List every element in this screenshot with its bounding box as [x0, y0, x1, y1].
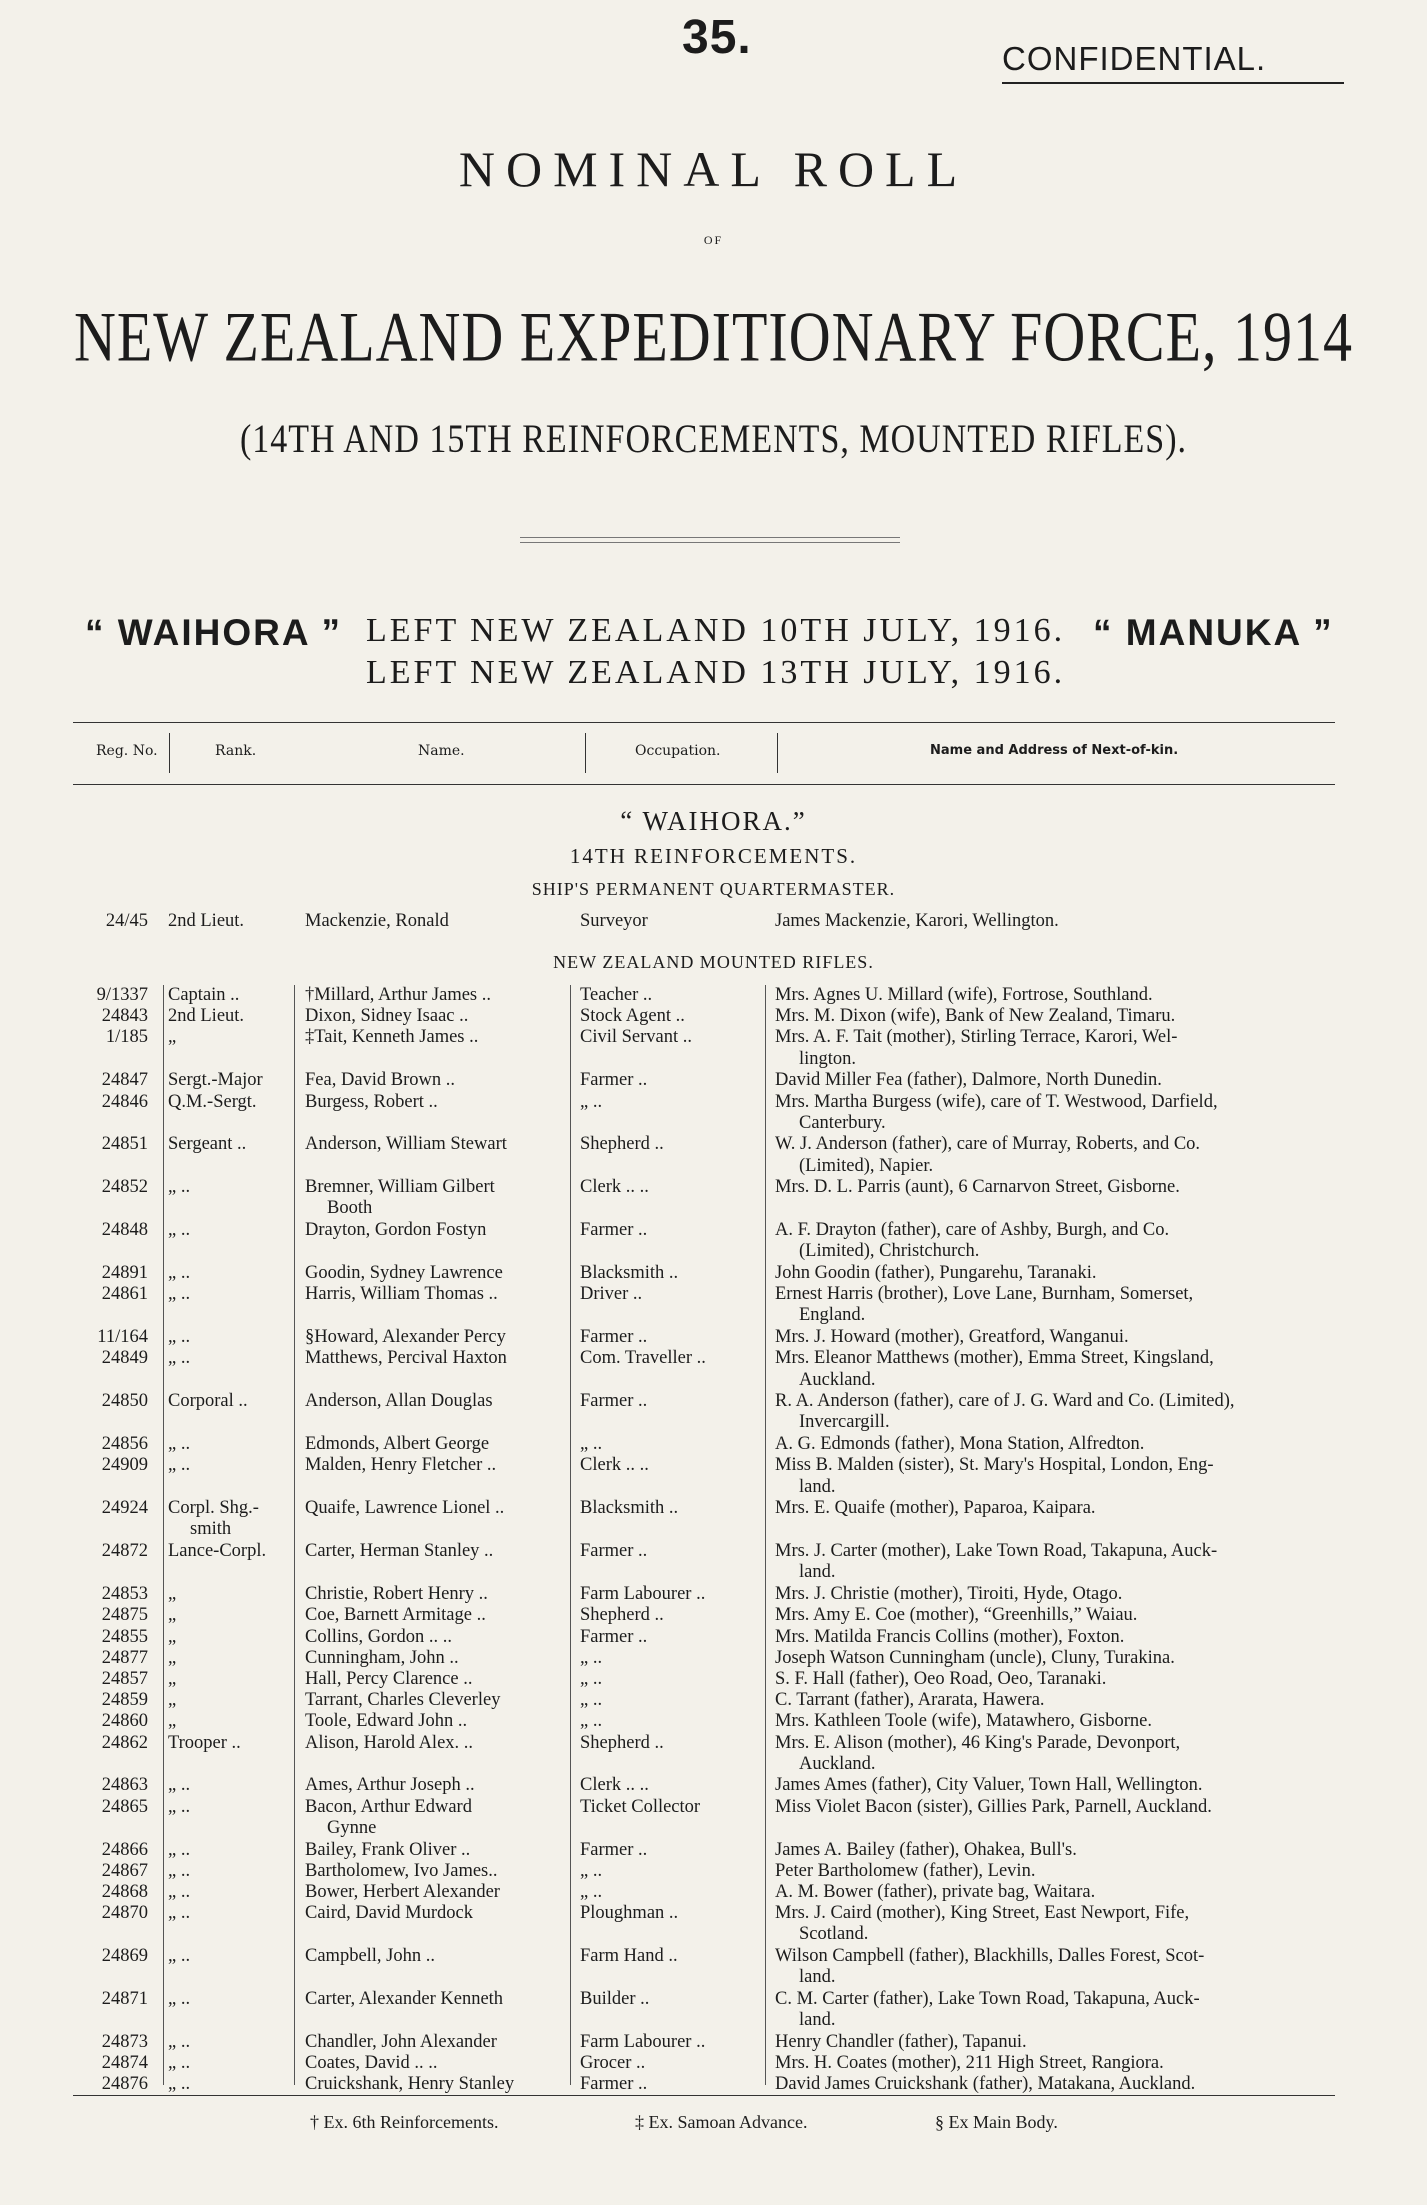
rank: „ ..	[168, 1796, 191, 1817]
next-of-kin: Mrs. H. Coates (mother), 211 High Street, Rangiora.	[775, 2053, 1164, 2073]
occupation: Farmer ..	[580, 1541, 648, 1562]
page-title: NOMINAL ROLL	[458, 141, 969, 197]
reg-no: 24847	[101, 1070, 148, 1091]
rank: Sergt.-Major	[168, 1070, 263, 1091]
occupation: Farmer ..	[580, 1626, 648, 1647]
table-row	[0, 1091, 1427, 1133]
next-of-kin-continuation: land.	[799, 1967, 836, 1988]
next-of-kin-continuation: Invercargill.	[799, 1412, 890, 1433]
next-of-kin: Peter Bartholomew (father), Levin.	[775, 1860, 1036, 1881]
occupation: „ ..	[580, 1434, 603, 1455]
page-number: 35.	[682, 11, 752, 64]
rank: Captain ..	[168, 985, 240, 1005]
soldier-name: Malden, Henry Fletcher ..	[305, 1455, 497, 1476]
column-header-occupation: Occupation.	[635, 743, 721, 759]
rank: Corporal ..	[168, 1391, 248, 1412]
occupation: „ ..	[580, 1091, 603, 1112]
next-of-kin: Mrs. J. Christie (mother), Tiroiti, Hyde, Otago.	[775, 1584, 1123, 1605]
occupation: Com. Traveller ..	[580, 1348, 706, 1369]
next-of-kin: W. J. Anderson (father), care of Murray, Roberts, and Co.	[775, 1134, 1201, 1155]
confidential-underline	[1002, 82, 1344, 84]
next-of-kin: A. G. Edmonds (father), Mona Station, Alfredton.	[775, 1434, 1145, 1455]
ship2-name: “ MANUKA ”	[1093, 612, 1334, 653]
header-rule-top	[73, 722, 1335, 723]
table-row	[0, 1134, 1427, 1176]
ship1-departure: LEFT NEW ZEALAND 10TH JULY, 1916.	[366, 612, 1066, 649]
reg-no: 11/164	[97, 1327, 148, 1348]
next-of-kin: Henry Chandler (father), Tapanui.	[775, 2031, 1027, 2052]
reg-no: 24865	[101, 1796, 148, 1817]
table-row	[0, 1263, 1427, 1285]
occupation: Shepherd ..	[580, 1134, 664, 1155]
next-of-kin: Mrs. J. Carter (mother), Lake Town Road, Takapuna, Auck-	[775, 1541, 1218, 1562]
occupation: Clerk .. ..	[580, 1775, 649, 1796]
occupation: Shepherd ..	[580, 1605, 664, 1626]
rank: Trooper ..	[168, 1732, 241, 1753]
next-of-kin: Mrs. E. Quaife (mother), Paparoa, Kaipara.	[775, 1498, 1096, 1519]
reg-no: 24876	[101, 2074, 148, 2095]
section-rifles-heading: NEW ZEALAND MOUNTED RIFLES.	[553, 952, 874, 972]
header-rule-bottom	[73, 784, 1335, 785]
soldier-name: Bartholomew, Ivo James..	[305, 1860, 498, 1881]
soldier-name: Campbell, John ..	[305, 1946, 436, 1966]
footnote-section: § Ex Main Body.	[935, 2112, 1058, 2132]
rank-continuation: smith	[190, 1519, 232, 1540]
next-of-kin: David Miller Fea (father), Dalmore, North Dunedin.	[775, 1070, 1162, 1091]
rank: 2nd Lieut.	[168, 911, 245, 931]
table-row	[0, 1732, 1427, 1774]
table-row	[0, 1882, 1427, 1904]
next-of-kin-continuation: Auckland.	[799, 1753, 876, 1774]
table-row	[0, 2032, 1427, 2054]
reg-no: 24846	[101, 1091, 148, 1112]
reg-no: 24857	[101, 1668, 148, 1689]
soldier-name: Quaife, Lawrence Lionel ..	[305, 1498, 505, 1519]
next-of-kin: James A. Bailey (father), Ohakea, Bull's.	[775, 1839, 1077, 1860]
table-row	[0, 1711, 1427, 1733]
table-row	[0, 2074, 1427, 2096]
occupation: „ ..	[580, 1690, 603, 1711]
table-row	[0, 1027, 1427, 1069]
occupation: Builder ..	[580, 1988, 650, 2009]
soldier-name: §Howard, Alexander Percy	[305, 1327, 506, 1348]
next-of-kin: Mrs. Martha Burgess (wife), care of T. Westwood, Darfield,	[775, 1091, 1218, 1112]
table-row	[0, 1840, 1427, 1862]
next-of-kin: Wilson Campbell (father), Blackhills, Dalles Forest, Scot-	[775, 1946, 1205, 1966]
next-of-kin: A. M. Bower (father), private bag, Waitara.	[775, 1881, 1096, 1902]
reg-no: 24850	[101, 1391, 148, 1412]
reg-no: 24869	[101, 1946, 148, 1966]
soldier-name: Carter, Alexander Kenneth	[305, 1988, 504, 2009]
footnote-dagger: † Ex. 6th Reinforcements.	[310, 2112, 499, 2132]
soldier-name-continuation: Booth	[327, 1198, 373, 1219]
title-connector: OF	[703, 233, 724, 247]
soldier-name: Dixon, Sidney Isaac ..	[305, 1006, 469, 1027]
soldier-name: Cunningham, John ..	[305, 1647, 459, 1668]
next-of-kin: R. A. Anderson (father), care of J. G. Ward and Co. (Limited),	[775, 1391, 1235, 1412]
rank: „	[168, 1711, 177, 1732]
column-header-next-of-kin: Name and Address of Next-of-kin.	[930, 743, 1179, 758]
next-of-kin-continuation: Auckland.	[799, 1369, 876, 1390]
reg-no: 24866	[101, 1839, 148, 1860]
occupation: Grocer ..	[580, 2053, 646, 2073]
column-header-reg-no: Reg. No.	[96, 743, 158, 759]
next-of-kin: S. F. Hall (father), Oeo Road, Oeo, Taranaki.	[775, 1668, 1107, 1689]
reg-no: 24873	[101, 2031, 148, 2052]
rank: „ ..	[168, 1946, 191, 1966]
soldier-name-continuation: Gynne	[327, 1817, 377, 1838]
reg-no: 24871	[101, 1988, 148, 2009]
next-of-kin: Mrs. Kathleen Toole (wife), Matawhero, Gisborne.	[775, 1711, 1152, 1732]
soldier-name: Bailey, Frank Oliver ..	[305, 1839, 471, 1860]
reg-no: 24909	[101, 1455, 148, 1476]
next-of-kin: Mrs. A. F. Tait (mother), Stirling Terrace, Karori, Wel-	[775, 1027, 1178, 1048]
rank: „	[168, 1668, 177, 1689]
reg-no: 24872	[101, 1541, 148, 1562]
reg-no: 24853	[101, 1584, 148, 1605]
rank: „	[168, 1027, 177, 1048]
soldier-name: Toole, Edward John ..	[305, 1711, 468, 1732]
rank: „ ..	[168, 2031, 191, 2052]
table-row	[0, 1434, 1427, 1456]
table-row	[0, 1455, 1427, 1497]
rank: „ ..	[168, 1988, 191, 2009]
reg-no: 24/45	[105, 911, 148, 931]
rank: 2nd Lieut.	[168, 1006, 245, 1027]
soldier-name: Carter, Herman Stanley ..	[305, 1541, 494, 1562]
next-of-kin: Mrs. J. Caird (mother), King Street, East Newport, Fife,	[775, 1903, 1190, 1924]
soldier-name: Anderson, Allan Douglas	[305, 1391, 493, 1412]
table-row	[0, 1648, 1427, 1670]
reg-no: 24868	[101, 1881, 148, 1902]
soldier-name: Bacon, Arthur Edward	[305, 1796, 472, 1817]
next-of-kin-continuation: (Limited), Christchurch.	[799, 1241, 980, 1262]
reg-no: 24851	[101, 1134, 148, 1155]
next-of-kin: Mrs. E. Alison (mother), 46 King's Parade, Devonport,	[775, 1732, 1181, 1753]
table-row	[0, 1605, 1427, 1627]
reg-no: 1/185	[105, 1027, 148, 1048]
force-title: NEW ZEALAND EXPEDITIONARY FORCE, 1914	[73, 297, 1354, 377]
footnote-double-dagger: ‡ Ex. Samoan Advance.	[635, 2112, 808, 2132]
table-row	[0, 1327, 1427, 1349]
occupation: Ploughman ..	[580, 1903, 679, 1924]
next-of-kin: James Ames (father), City Valuer, Town Hall, Wellington.	[775, 1775, 1203, 1796]
soldier-name: ‡Tait, Kenneth James ..	[305, 1027, 479, 1048]
next-of-kin: John Goodin (father), Pungarehu, Taranaki.	[775, 1263, 1097, 1284]
rank: „	[168, 1626, 177, 1647]
occupation: Farm Hand ..	[580, 1946, 678, 1966]
column-divider	[777, 733, 778, 773]
column-header-name: Name.	[418, 743, 465, 759]
subtitle: (14TH AND 15TH REINFORCEMENTS, MOUNTED RIFLES).	[239, 418, 1188, 462]
title-divider	[520, 537, 900, 543]
rank: „	[168, 1605, 177, 1626]
section-quartermaster-heading: SHIP'S PERMANENT QUARTERMASTER.	[531, 879, 896, 899]
table-row	[0, 1627, 1427, 1649]
soldier-name: Coe, Barnett Armitage ..	[305, 1605, 486, 1626]
soldier-name: Coates, David .. ..	[305, 2053, 438, 2073]
soldier-name: Matthews, Percival Haxton	[305, 1348, 507, 1369]
next-of-kin: Mrs. Eleanor Matthews (mother), Emma Street, Kingsland,	[775, 1348, 1214, 1369]
reg-no: 24874	[101, 2053, 148, 2073]
next-of-kin-continuation: England.	[799, 1305, 866, 1326]
next-of-kin-continuation: land.	[799, 1476, 836, 1497]
rank: Sergeant ..	[168, 1134, 247, 1155]
occupation: Surveyor	[580, 911, 648, 931]
reg-no: 24849	[101, 1348, 148, 1369]
confidential-label: CONFIDENTIAL.	[1002, 40, 1267, 77]
ship1-name: “ WAIHORA ”	[85, 612, 343, 653]
section-reinforcements-heading: 14TH REINFORCEMENTS.	[569, 844, 858, 868]
occupation: Blacksmith ..	[580, 1498, 679, 1519]
rank: Corpl. Shg.-	[168, 1498, 259, 1519]
reg-no: 24855	[101, 1626, 148, 1647]
next-of-kin: C. M. Carter (father), Lake Town Road, Takapuna, Auck-	[775, 1988, 1200, 2009]
column-divider	[585, 733, 586, 773]
rank: „ ..	[168, 1455, 191, 1476]
occupation: „ ..	[580, 1881, 603, 1902]
table-row	[0, 1391, 1427, 1433]
soldier-name: Burgess, Robert ..	[305, 1091, 438, 1112]
rank: „ ..	[168, 1839, 191, 1860]
occupation: Stock Agent ..	[580, 1006, 685, 1027]
section-ship-heading: “ WAIHORA.”	[620, 806, 807, 836]
reg-no: 24870	[101, 1903, 148, 1924]
footer-rule	[73, 2095, 1335, 2096]
next-of-kin-continuation: land.	[799, 1562, 836, 1583]
occupation: Ticket Collector	[580, 1796, 701, 1817]
next-of-kin: Mrs. Agnes U. Millard (wife), Fortrose, Southland.	[775, 985, 1153, 1005]
reg-no: 24852	[101, 1177, 148, 1198]
next-of-kin: Joseph Watson Cunningham (uncle), Cluny, Turakina.	[775, 1647, 1175, 1668]
soldier-name: Collins, Gordon .. ..	[305, 1626, 452, 1647]
next-of-kin-continuation: Scotland.	[799, 1924, 869, 1945]
soldier-name: Bower, Herbert Alexander	[305, 1881, 500, 1902]
soldier-name: Bremner, William Gilbert	[305, 1177, 495, 1198]
occupation: Farmer ..	[580, 1220, 648, 1241]
reg-no: 24877	[101, 1647, 148, 1668]
soldier-name: Hall, Percy Clarence ..	[305, 1668, 473, 1689]
occupation: Clerk .. ..	[580, 1455, 649, 1476]
rank: „ ..	[168, 1881, 191, 1902]
soldier-name: Fea, David Brown ..	[305, 1070, 456, 1091]
rank: „ ..	[168, 2074, 191, 2095]
rank: „	[168, 1690, 177, 1711]
table-row	[0, 1861, 1427, 1883]
occupation: Shepherd ..	[580, 1732, 664, 1753]
reg-no: 24861	[101, 1284, 148, 1305]
table-row	[0, 1220, 1427, 1262]
rank: „ ..	[168, 1263, 191, 1284]
rank: „ ..	[168, 1860, 191, 1881]
next-of-kin-continuation: Canterbury.	[799, 1112, 886, 1133]
table-row	[0, 1946, 1427, 1988]
reg-no: 24859	[101, 1690, 148, 1711]
next-of-kin: Mrs. Amy E. Coe (mother), “Greenhills,” Waiau.	[775, 1605, 1138, 1626]
occupation: Farmer ..	[580, 1839, 648, 1860]
soldier-name: Goodin, Sydney Lawrence	[305, 1263, 503, 1284]
soldier-name: Chandler, John Alexander	[305, 2031, 497, 2052]
table-row	[0, 1988, 1427, 2031]
table-row	[0, 1070, 1427, 1092]
reg-no: 24875	[101, 1605, 148, 1626]
reg-no: 24843	[101, 1006, 148, 1027]
next-of-kin: Mrs. J. Howard (mother), Greatford, Wanganui.	[775, 1327, 1129, 1348]
table-row	[0, 1796, 1427, 1838]
rank: „ ..	[168, 2053, 191, 2073]
rank: „ ..	[168, 1327, 191, 1348]
next-of-kin-continuation: land.	[799, 2010, 836, 2031]
next-of-kin: Miss Violet Bacon (sister), Gillies Park, Parnell, Auckland.	[775, 1796, 1212, 1817]
table-row	[0, 1541, 1427, 1583]
soldier-name: Harris, William Thomas ..	[305, 1284, 498, 1305]
next-of-kin: Mrs. D. L. Parris (aunt), 6 Carnarvon Street, Gisborne.	[775, 1177, 1180, 1198]
next-of-kin: David James Cruickshank (father), Matakana, Auckland.	[775, 2074, 1196, 2095]
soldier-name: Edmonds, Albert George	[305, 1434, 490, 1455]
soldier-name: Cruickshank, Henry Stanley	[305, 2074, 515, 2095]
column-header-rank: Rank.	[215, 743, 257, 759]
reg-no: 24867	[101, 1860, 148, 1881]
reg-no: 24856	[101, 1434, 148, 1455]
table-row	[0, 1177, 1427, 1219]
table-row	[0, 1584, 1427, 1606]
next-of-kin: Ernest Harris (brother), Love Lane, Burnham, Somerset,	[775, 1284, 1194, 1305]
column-divider	[169, 733, 170, 773]
soldier-name: Caird, David Murdock	[305, 1903, 474, 1924]
rank: „ ..	[168, 1177, 191, 1198]
ship2-departure: LEFT NEW ZEALAND 13TH JULY, 1916.	[366, 654, 1066, 691]
next-of-kin: Mrs. Matilda Francis Collins (mother), Foxton.	[775, 1626, 1125, 1647]
table-row	[0, 1498, 1427, 1540]
occupation: Farm Labourer ..	[580, 1584, 706, 1605]
soldier-name: Alison, Harold Alex. ..	[305, 1732, 474, 1753]
next-of-kin: C. Tarrant (father), Ararata, Hawera.	[775, 1690, 1045, 1711]
next-of-kin-continuation: lington.	[799, 1048, 857, 1069]
occupation: Farmer ..	[580, 2074, 648, 2095]
rank: Q.M.-Sergt.	[168, 1091, 257, 1112]
occupation: Farm Labourer ..	[580, 2031, 706, 2052]
table-row	[0, 1669, 1427, 1691]
reg-no: 24924	[101, 1498, 148, 1519]
reg-no: 24848	[101, 1220, 148, 1241]
occupation: „ ..	[580, 1860, 603, 1881]
rank: „ ..	[168, 1220, 191, 1241]
occupation: Teacher ..	[580, 985, 653, 1005]
table-row	[0, 1690, 1427, 1712]
occupation: Clerk .. ..	[580, 1177, 649, 1198]
next-of-kin: James Mackenzie, Karori, Wellington.	[775, 911, 1059, 931]
table-row	[0, 1903, 1427, 1945]
table-row	[0, 1006, 1427, 1028]
occupation: „ ..	[580, 1668, 603, 1689]
table-row	[0, 985, 1427, 1007]
reg-no: 24863	[101, 1775, 148, 1796]
occupation: „ ..	[580, 1711, 603, 1732]
occupation: Farmer ..	[580, 1070, 648, 1091]
soldier-name: Tarrant, Charles Cleverley	[305, 1690, 501, 1711]
next-of-kin: Mrs. M. Dixon (wife), Bank of New Zealand, Timaru.	[775, 1006, 1176, 1027]
reg-no: 24860	[101, 1711, 148, 1732]
rank: „ ..	[168, 1284, 191, 1305]
soldier-name: Christie, Robert Henry ..	[305, 1584, 488, 1605]
reg-no: 24862	[101, 1732, 148, 1753]
occupation: Civil Servant ..	[580, 1027, 693, 1048]
rank: „ ..	[168, 1903, 191, 1924]
occupation: Driver ..	[580, 1284, 643, 1305]
soldier-name: Drayton, Gordon Fostyn	[305, 1220, 487, 1241]
rank: „ ..	[168, 1775, 191, 1796]
rank: „ ..	[168, 1434, 191, 1455]
next-of-kin-continuation: (Limited), Napier.	[799, 1155, 934, 1176]
table-row	[0, 1348, 1427, 1390]
occupation: Farmer ..	[580, 1391, 648, 1412]
rank: „	[168, 1647, 177, 1668]
table-row	[0, 911, 1427, 933]
next-of-kin: Miss B. Malden (sister), St. Mary's Hospital, London, Eng-	[775, 1455, 1214, 1476]
soldier-name: Mackenzie, Ronald	[305, 911, 449, 931]
soldier-name: †Millard, Arthur James ..	[305, 985, 492, 1005]
table-row	[0, 1284, 1427, 1326]
reg-no: 24891	[101, 1263, 148, 1284]
next-of-kin: A. F. Drayton (father), care of Ashby, Burgh, and Co.	[775, 1220, 1170, 1241]
soldier-name: Anderson, William Stewart	[305, 1134, 507, 1155]
soldier-name: Ames, Arthur Joseph ..	[305, 1775, 475, 1796]
occupation: Farmer ..	[580, 1327, 648, 1348]
occupation: Blacksmith ..	[580, 1263, 679, 1284]
table-row	[0, 1775, 1427, 1797]
rank: „ ..	[168, 1348, 191, 1369]
rank: Lance-Corpl.	[168, 1541, 267, 1562]
table-row	[0, 2053, 1427, 2075]
rank: „	[168, 1584, 177, 1605]
occupation: „ ..	[580, 1647, 603, 1668]
reg-no: 9/1337	[96, 985, 148, 1005]
